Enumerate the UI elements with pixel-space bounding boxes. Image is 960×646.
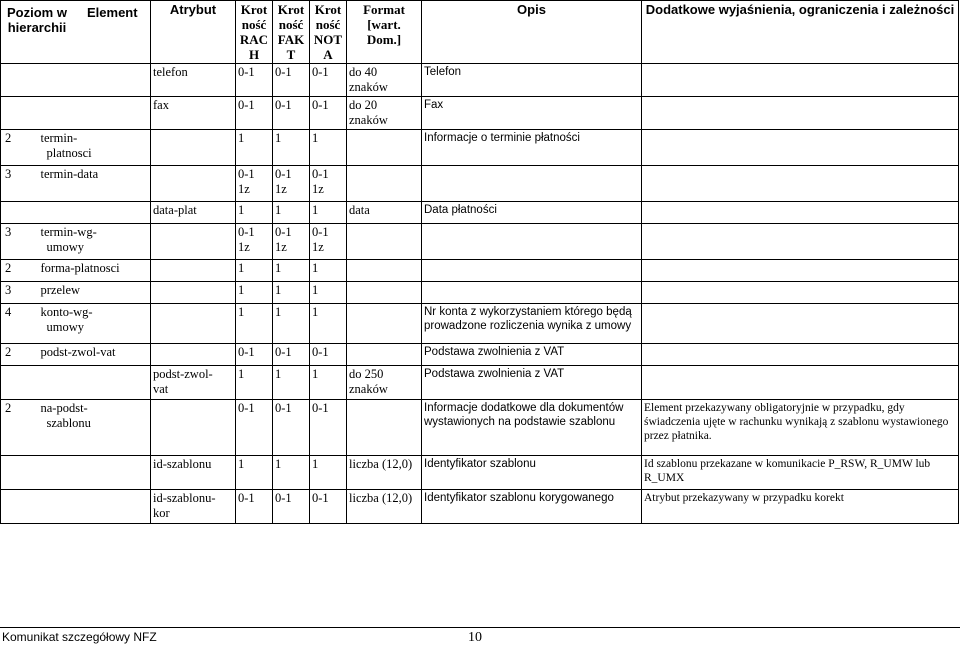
cell-nota: 1	[310, 282, 347, 304]
header-element: Element	[87, 5, 138, 20]
table-row	[1, 64, 959, 97]
cell-rach: 1	[236, 366, 273, 400]
cell-level: 4	[1, 304, 21, 344]
cell-format	[347, 344, 422, 366]
cell-element: podst-zwol-vat	[21, 344, 151, 366]
cell-notes	[642, 224, 959, 260]
cell-element: termin-data	[21, 166, 151, 202]
cell-attribute: podst-zwol- vat	[151, 366, 236, 400]
header-level-element	[1, 1, 151, 64]
cell-level: 2	[1, 400, 21, 456]
cell-attribute	[151, 400, 236, 456]
header-rach: Krot ność RAC H	[236, 1, 273, 64]
cell-fakt: 1	[273, 282, 310, 304]
cell-nota: 0-1	[310, 400, 347, 456]
header-fakt: Krot ność FAK T	[273, 1, 310, 64]
cell-attribute	[151, 344, 236, 366]
header-attribute: Atrybut	[151, 1, 236, 64]
cell-fakt: 1	[273, 456, 310, 490]
cell-fakt: 0-1	[273, 490, 310, 524]
cell-attribute	[151, 260, 236, 282]
cell-rach: 0-1	[236, 97, 273, 130]
cell-rach: 0-1 1z	[236, 224, 273, 260]
cell-format: do 20 znaków	[347, 97, 422, 130]
cell-level	[1, 97, 21, 130]
cell-opis: Nr konta z wykorzystaniem którego będą prowadzone rozliczenia wynika z umowy	[422, 304, 642, 344]
cell-element: przelew	[21, 282, 151, 304]
cell-attribute	[151, 130, 236, 166]
table-row	[1, 344, 959, 366]
cell-notes	[642, 260, 959, 282]
cell-format	[347, 130, 422, 166]
cell-nota: 1	[310, 202, 347, 224]
cell-opis: Fax	[422, 97, 642, 130]
cell-rach: 0-1	[236, 400, 273, 456]
cell-format	[347, 166, 422, 202]
table-row	[1, 224, 959, 260]
cell-level: 3	[1, 166, 21, 202]
table-row	[1, 97, 959, 130]
cell-level: 2	[1, 130, 21, 166]
cell-nota: 0-1	[310, 490, 347, 524]
cell-opis	[422, 224, 642, 260]
cell-format	[347, 304, 422, 344]
cell-format: data	[347, 202, 422, 224]
cell-opis: Informacje dodatkowe dla dokumentów wystawionych na podstawie szablonu	[422, 400, 642, 456]
cell-attribute: id-szablonu	[151, 456, 236, 490]
cell-element	[21, 456, 151, 490]
cell-fakt: 0-1	[273, 344, 310, 366]
cell-format	[347, 260, 422, 282]
cell-opis: Informacje o terminie płatności	[422, 130, 642, 166]
cell-element	[21, 64, 151, 97]
cell-rach: 0-1	[236, 64, 273, 97]
cell-nota: 0-1 1z	[310, 166, 347, 202]
cell-level	[1, 456, 21, 490]
page-number: 10	[468, 630, 482, 645]
cell-level	[1, 64, 21, 97]
table-row	[1, 304, 959, 344]
table-row	[1, 282, 959, 304]
cell-notes	[642, 304, 959, 344]
cell-opis: Identyfikator szablonu	[422, 456, 642, 490]
table-row	[1, 202, 959, 224]
cell-format	[347, 400, 422, 456]
cell-nota: 1	[310, 260, 347, 282]
cell-notes	[642, 64, 959, 97]
cell-element: forma-platnosci	[21, 260, 151, 282]
page-footer	[0, 627, 960, 646]
table-row	[1, 260, 959, 282]
cell-attribute: data-plat	[151, 202, 236, 224]
cell-notes	[642, 202, 959, 224]
cell-level	[1, 490, 21, 524]
cell-nota: 0-1	[310, 344, 347, 366]
cell-opis: Podstawa zwolnienia z VAT	[422, 366, 642, 400]
cell-notes	[642, 166, 959, 202]
cell-notes: Element przekazywany obligatoryjnie w przypadku, gdy świadczenia ujęte w rachunku wynikają z szablonu wystawionego przez płatnika.	[642, 400, 959, 456]
cell-format	[347, 282, 422, 304]
cell-notes	[642, 344, 959, 366]
cell-rach: 1	[236, 456, 273, 490]
table-body	[1, 64, 959, 524]
cell-element	[21, 202, 151, 224]
cell-element: na-podst- szablonu	[21, 400, 151, 456]
cell-rach: 0-1	[236, 490, 273, 524]
cell-nota: 1	[310, 130, 347, 166]
cell-rach: 1	[236, 304, 273, 344]
cell-nota: 1	[310, 304, 347, 344]
cell-format: do 250 znaków	[347, 366, 422, 400]
cell-rach: 0-1	[236, 344, 273, 366]
cell-fakt: 0-1	[273, 400, 310, 456]
cell-element	[21, 366, 151, 400]
header-notes: Dodatkowe wyjaśnienia, ograniczenia i zależności	[642, 1, 959, 64]
cell-nota: 0-1 1z	[310, 224, 347, 260]
cell-opis	[422, 166, 642, 202]
cell-level: 3	[1, 224, 21, 260]
cell-opis	[422, 260, 642, 282]
cell-element: konto-wg- umowy	[21, 304, 151, 344]
cell-notes: Id szablonu przekazane w komunikacie P_RSW, R_UMW lub R_UMX	[642, 456, 959, 490]
cell-level	[1, 202, 21, 224]
cell-opis: Data płatności	[422, 202, 642, 224]
cell-nota: 0-1	[310, 97, 347, 130]
cell-attribute: id-szablonu- kor	[151, 490, 236, 524]
cell-opis	[422, 282, 642, 304]
cell-fakt: 0-1	[273, 64, 310, 97]
cell-fakt: 0-1	[273, 97, 310, 130]
cell-rach: 1	[236, 202, 273, 224]
cell-fakt: 1	[273, 304, 310, 344]
header-level: Poziom w hierarchii	[7, 5, 67, 35]
cell-attribute: fax	[151, 97, 236, 130]
cell-opis: Telefon	[422, 64, 642, 97]
header-opis: Opis	[422, 1, 642, 64]
cell-nota: 0-1	[310, 64, 347, 97]
header-format: Format [wart. Dom.]	[347, 1, 422, 64]
cell-opis: Podstawa zwolnienia z VAT	[422, 344, 642, 366]
cell-level: 2	[1, 260, 21, 282]
cell-attribute	[151, 166, 236, 202]
cell-opis: Identyfikator szablonu korygowanego	[422, 490, 642, 524]
cell-notes	[642, 366, 959, 400]
cell-level: 3	[1, 282, 21, 304]
table-row	[1, 490, 959, 524]
cell-format: do 40 znaków	[347, 64, 422, 97]
cell-notes	[642, 130, 959, 166]
cell-attribute	[151, 282, 236, 304]
cell-element: termin- platnosci	[21, 130, 151, 166]
table-row	[1, 366, 959, 400]
cell-attribute	[151, 304, 236, 344]
cell-format	[347, 224, 422, 260]
cell-fakt: 1	[273, 130, 310, 166]
cell-notes	[642, 97, 959, 130]
cell-fakt: 0-1 1z	[273, 166, 310, 202]
table-row	[1, 166, 959, 202]
cell-element: termin-wg- umowy	[21, 224, 151, 260]
cell-fakt: 0-1 1z	[273, 224, 310, 260]
cell-notes	[642, 282, 959, 304]
footer-doc-title: Komunikat szczegółowy NFZ	[2, 630, 157, 644]
cell-rach: 1	[236, 260, 273, 282]
cell-element	[21, 97, 151, 130]
cell-level	[1, 366, 21, 400]
table-row	[1, 400, 959, 456]
cell-nota: 1	[310, 456, 347, 490]
cell-notes: Atrybut przekazywany w przypadku korekt	[642, 490, 959, 524]
cell-element	[21, 490, 151, 524]
cell-format: liczba (12,0)	[347, 490, 422, 524]
header-nota: Krot ność NOT A	[310, 1, 347, 64]
cell-fakt: 1	[273, 366, 310, 400]
cell-fakt: 1	[273, 260, 310, 282]
cell-rach: 1	[236, 130, 273, 166]
cell-fakt: 1	[273, 202, 310, 224]
cell-level: 2	[1, 344, 21, 366]
table-row	[1, 130, 959, 166]
cell-nota: 1	[310, 366, 347, 400]
cell-rach: 0-1 1z	[236, 166, 273, 202]
cell-attribute	[151, 224, 236, 260]
cell-format: liczba (12,0)	[347, 456, 422, 490]
table-row	[1, 456, 959, 490]
cell-rach: 1	[236, 282, 273, 304]
header-row	[1, 1, 959, 64]
cell-attribute: telefon	[151, 64, 236, 97]
